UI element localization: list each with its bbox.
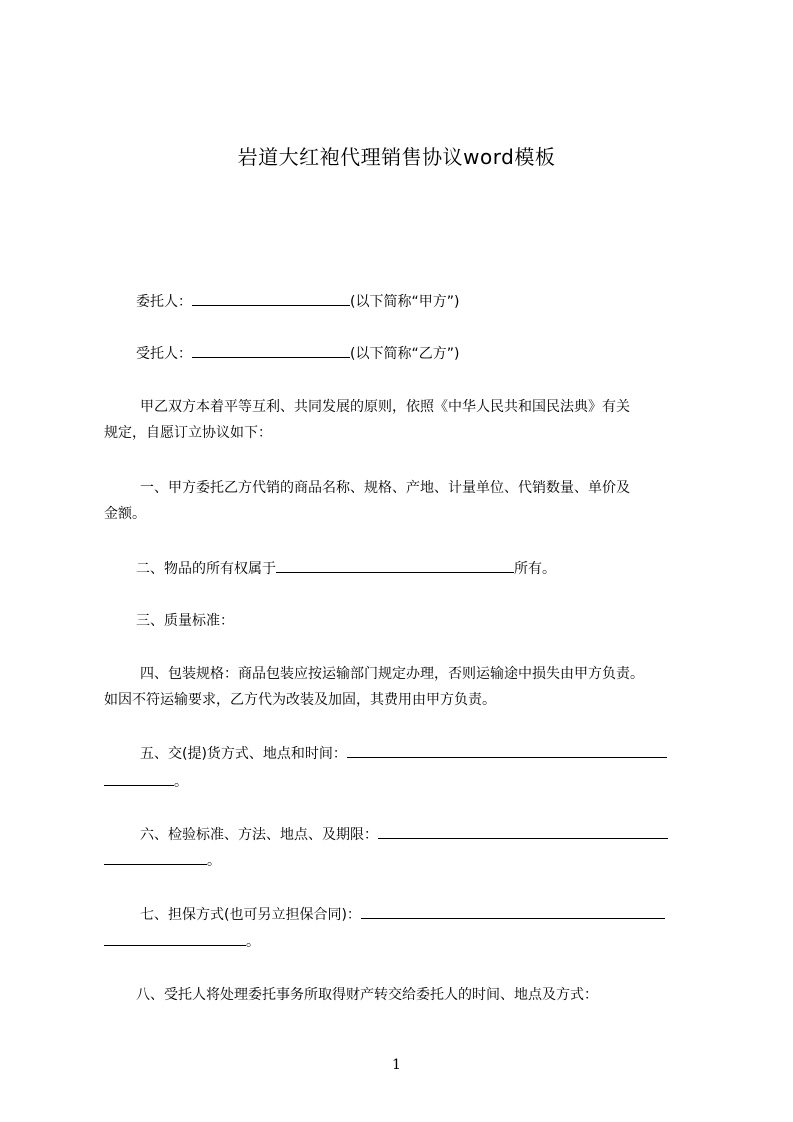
agent-label: 受托人：: [136, 346, 192, 362]
clause-1-line-2: 金额。: [104, 506, 146, 522]
clause-6-end: 。: [207, 853, 221, 869]
clause-5-line-1: [140, 743, 667, 764]
clause-2-suffix: 所有。: [514, 561, 556, 577]
page-number: 1: [392, 1057, 401, 1073]
agent-suffix: (以下简称“乙方”): [350, 346, 460, 362]
clause-2: [136, 558, 556, 579]
principal-line: [136, 291, 459, 312]
clause-7-prefix: 七、担保方式(也可另立担保合同)：: [140, 907, 361, 923]
clause-6-line-1: [140, 824, 668, 845]
clause-7-line-1: [140, 904, 665, 925]
clause-6-prefix: 六、检验标准、方法、地点、及期限：: [140, 827, 378, 843]
principal-label: 委托人：: [136, 294, 192, 310]
clause-7-line-2: [104, 931, 260, 952]
clause-5-prefix: 五、交(提)货方式、地点和时间：: [140, 746, 347, 762]
clause-4-line-1: 四、包装规格：商品包装应按运输部门规定办理，否则运输途中损失由甲方负责。: [140, 666, 644, 682]
clause-5-end: 。: [174, 774, 188, 790]
guarantee-blank-1: [361, 904, 665, 919]
clause-6-line-2: [104, 850, 221, 871]
clause-5-line-2: [104, 771, 188, 792]
clause-1-line-1: 一、甲方委托乙方代销的商品名称、规格、产地、计量单位、代销数量、单价及: [140, 480, 630, 496]
clause-3: 三、质量标准：: [136, 613, 234, 629]
clause-8: 八、受托人将处理委托事务所取得财产转交给委托人的时间、地点及方式：: [136, 987, 598, 1003]
preamble-line-2: 规定，自愿订立协议如下：: [104, 425, 272, 441]
clause-4-line-2: 如因不符运输要求，乙方代为改装及加固，其费用由甲方负责。: [104, 692, 496, 708]
preamble-line-1: 甲乙双方本着平等互利、共同发展的原则，依照《中华人民共和国民法典》有关: [140, 399, 630, 415]
delivery-blank-2: [104, 771, 174, 786]
inspection-blank-1: [378, 824, 668, 839]
principal-suffix: (以下简称“甲方”): [350, 294, 460, 310]
agent-name-blank: [192, 343, 350, 358]
guarantee-blank-2: [104, 931, 246, 946]
clause-7-end: 。: [246, 934, 260, 950]
document-title: 岩道大红袍代理销售协议word模板: [237, 145, 556, 169]
inspection-blank-2: [104, 850, 207, 865]
delivery-blank-1: [347, 743, 667, 758]
owner-blank: [276, 558, 514, 573]
agent-line: [136, 343, 459, 364]
principal-name-blank: [192, 291, 350, 306]
clause-2-prefix: 二、物品的所有权属于: [136, 561, 276, 577]
